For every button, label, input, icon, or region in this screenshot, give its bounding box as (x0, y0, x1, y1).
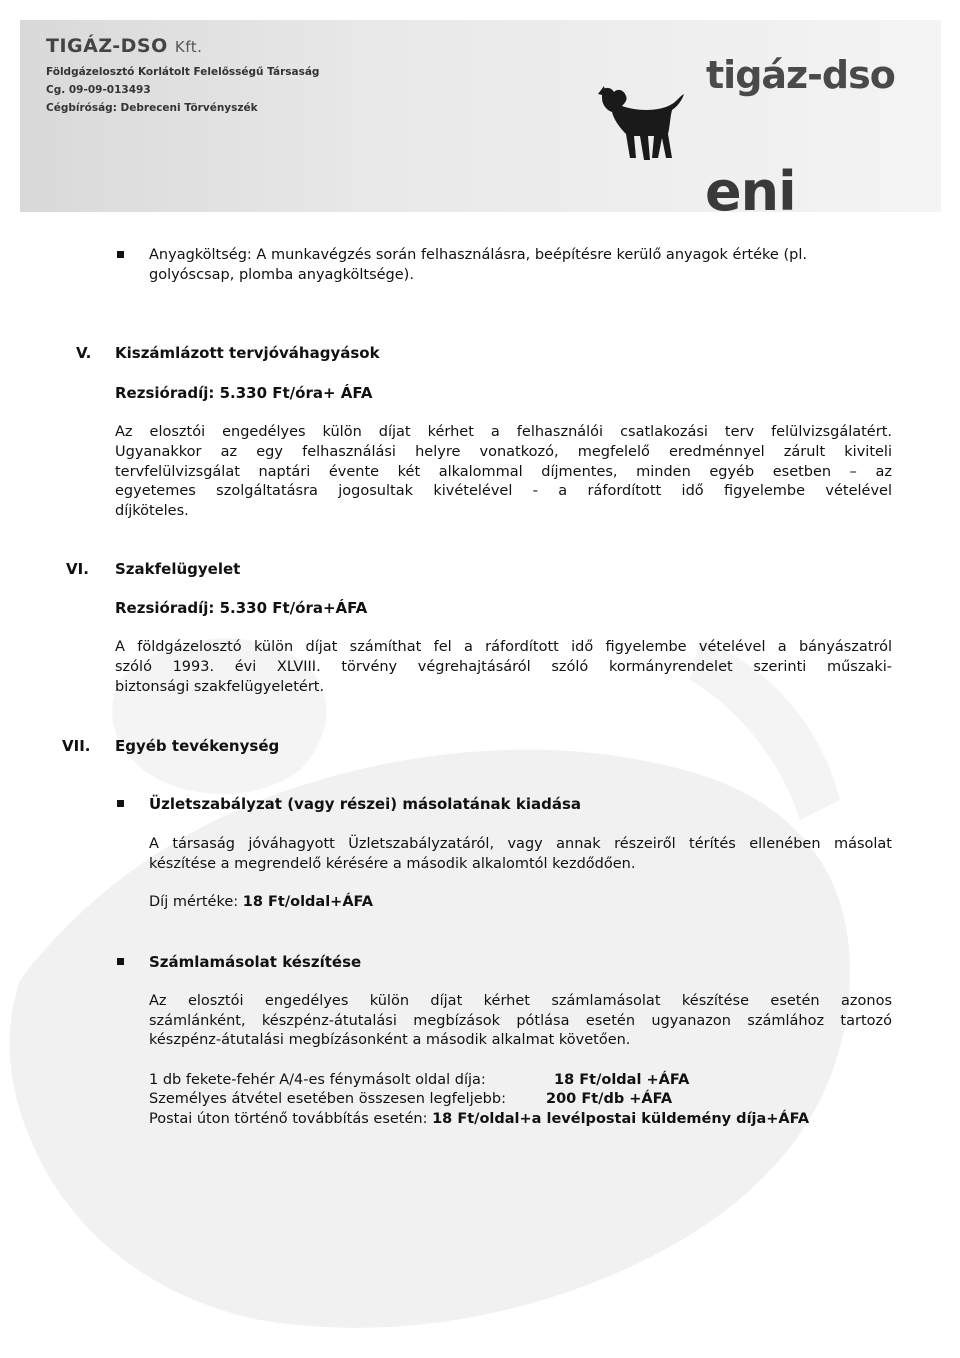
item2-title: Számlamásolat készítése (149, 953, 362, 971)
item1-fee (149, 893, 373, 913)
item2-fee-1-label: 1 db fekete-fehér A/4-es fénymásolt oldal díja: (149, 1072, 486, 1088)
item2-para-line1: Az elosztói engedélyes külön díjat kérhet számlamásolat készítése esetén azonos (149, 993, 892, 1009)
section-vi-rate: Rezsióradíj: 5.330 Ft/óra+ÁFA (115, 599, 368, 617)
section-v-para-line4: egyetemes szolgáltatásra jogosultak kivételével - a ráfordított idő figyelembe vételével (115, 483, 892, 499)
item1-para-line1: A társaság jóváhagyott Üzletszabályzatáról, vagy annak részeiről térítés ellenében másolat (149, 836, 892, 852)
section-v-para-line1: Az elosztói engedélyes külön díjat kérhet a felhasználói csatlakozási terv felülvizsgálatért. (115, 424, 892, 440)
section-vii-title: Egyéb tevékenység (115, 737, 280, 755)
item2-fee-1-value: 18 Ft/oldal +ÁFA (554, 1072, 690, 1088)
section-vi-para-line2: szóló 1993. évi XLVIII. törvény végrehajtásáról szóló kormányrendelet szerinti műszaki- (115, 659, 892, 675)
dog-watermark-icon (0, 600, 960, 1358)
section-vi-para-line1: A földgázelosztó külön díjat számíthat fel a ráfordított idő figyelembe vételével a bányászatról (115, 639, 892, 655)
section-vi-number: VI. (66, 560, 89, 578)
item2-fee-3 (149, 1110, 809, 1130)
company-suffix: Kft. (174, 38, 203, 56)
brand-tigaz-dso: tigáz-dso (706, 53, 895, 97)
section-v-title: Kiszámlázott tervjóváhagyások (115, 344, 380, 362)
item2-fee-2-value: 200 Ft/db +ÁFA (546, 1091, 673, 1107)
item2-fee-2-label: Személyes átvétel esetében összesen legfeljebb: (149, 1091, 506, 1107)
item1-title: Üzletszabályzat (vagy részei) másolatának kiadása (149, 795, 582, 813)
company-line-2: Cg. 09-09-013493 (46, 84, 151, 96)
section-v-number: V. (76, 344, 92, 362)
company-line-1: Földgázelosztó Korlátolt Felelősségű Társaság (46, 66, 320, 78)
intro-bullet-line1: Anyagköltség: A munkavégzés során felhasználásra, beépítésre kerülő anyagok értéke (pl. (149, 247, 807, 263)
bullet-icon (117, 800, 124, 807)
brand-eni: eni (705, 160, 796, 223)
six-legged-dog-icon (598, 84, 694, 166)
section-vii-number: VII. (62, 737, 91, 755)
item2-fee-3-value: 18 Ft/oldal+a levélpostai küldemény díja+ÁFA (432, 1111, 810, 1127)
item2-para-line3: készpénz-átutalási megbízásonként a második alkalmat követően. (149, 1032, 631, 1048)
company-name: TIGÁZ-DSO Kft. (46, 35, 203, 57)
section-v-para-line5: díjköteles. (115, 503, 189, 519)
bullet-icon (117, 958, 124, 965)
company-line-3: Cégbíróság: Debreceni Törvényszék (46, 102, 258, 114)
section-vi-para-line3: biztonsági szakfelügyeletért. (115, 679, 325, 695)
bullet-icon (117, 251, 124, 258)
section-vi-title: Szakfelügyelet (115, 560, 241, 578)
intro-bullet-line2: golyóscsap, plomba anyagköltsége). (149, 267, 414, 283)
item2-para-line2: számlánként, készpénz-átutalási megbízások pótlása esetén ugyanazon számlához tartozó (149, 1013, 892, 1029)
section-v-para-line3: tervfelülvizsgálat naptári évente két alkalommal díjmentes, minden egyéb esetben – az (115, 464, 892, 480)
item1-fee-value: 18 Ft/oldal+ÁFA (242, 894, 374, 910)
item1-fee-label: Díj mértéke: (149, 894, 243, 910)
section-v-rate: Rezsióradíj: 5.330 Ft/óra+ ÁFA (115, 384, 373, 402)
item2-fee-3-label: Postai úton történő továbbítás esetén: (149, 1111, 433, 1127)
item1-para-line2: készítése a megrendelő kérésére a második alkalomtól kezdődően. (149, 856, 636, 872)
section-v-para-line2: Ugyanakkor az egy felhasználási helyre vonatkozó, megfelelő eredménnyel zárult kiviteli (115, 444, 892, 460)
